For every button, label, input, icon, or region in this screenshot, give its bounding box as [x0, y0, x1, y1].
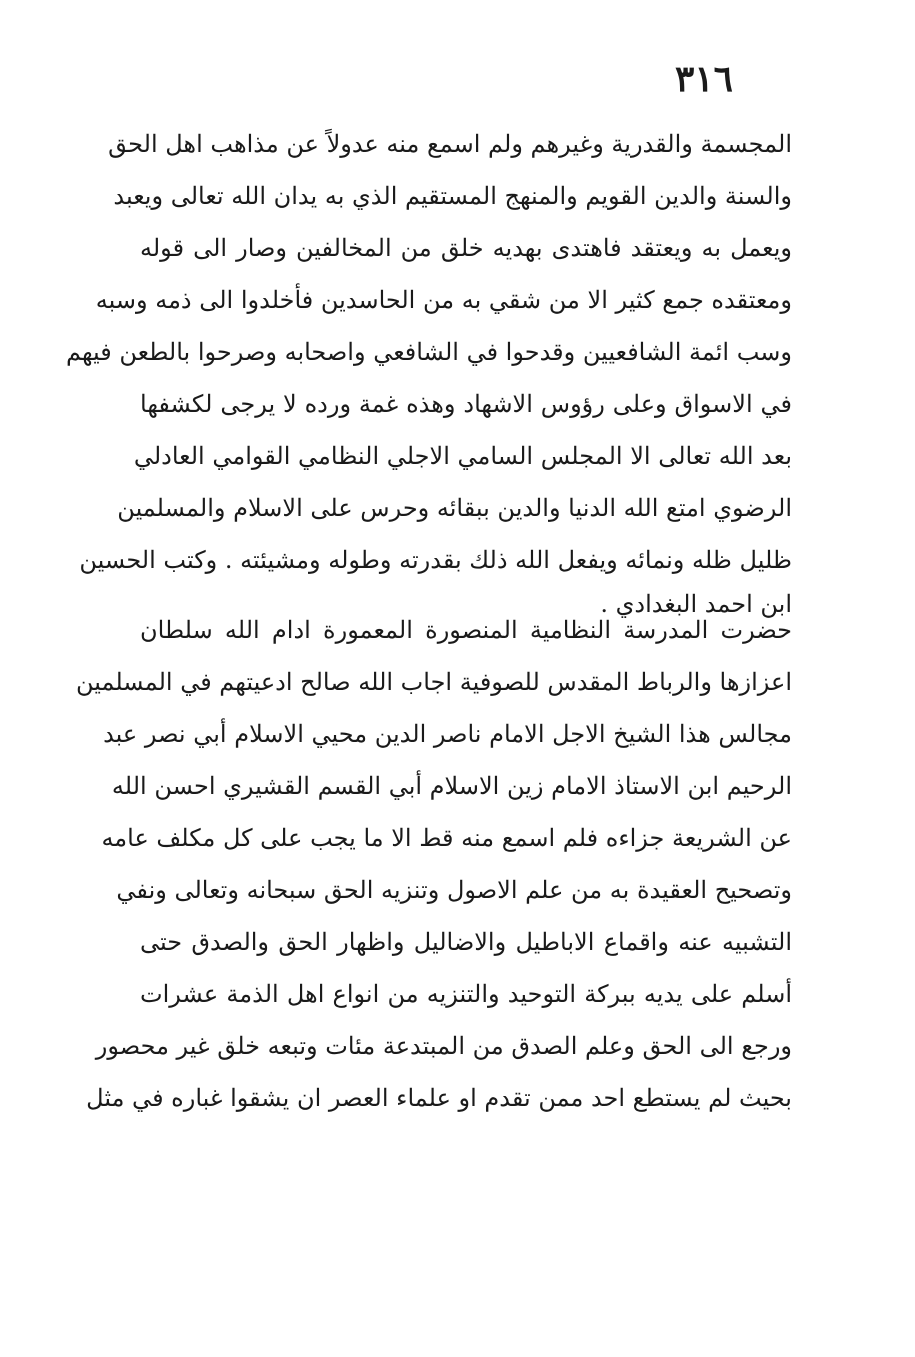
text-line: ومعتقده جمع كثير الا من شقي به من الحاسدين فأخلدوا الى ذمه وسبه [95, 286, 792, 314]
text-line: المجسمة والقدرية وغيرهم ولم اسمع منه عدولاً عن مذاهب اهل الحق [108, 130, 792, 158]
text-line: ظليل ظله ونمائه ويفعل الله ذلك بقدرته وطوله ومشيئته . وكتب الحسين [79, 546, 792, 574]
text-line: وتصحيح العقيدة به من علم الاصول وتنزيه الحق سبحانه وتعالى ونفي [116, 876, 792, 904]
text-line: في الاسواق وعلى رؤوس الاشهاد وهذه غمة ورده لا يرجى لكشفها [140, 390, 792, 418]
text-line: اعزازها والرباط المقدس للصوفية اجاب الله صالح ادعيتهم في المسلمين [75, 668, 792, 696]
text-line: بعد الله تعالى الا المجلس السامي الاجلي النظامي القوامي العادلي [133, 442, 792, 470]
text-line: عن الشريعة جزاءه فلم اسمع منه قط الا ما يجب على كل مكلف عامه [101, 824, 792, 852]
text-line: التشبيه عنه واقماع الاباطيل والاضاليل واظهار الحق والصدق حتى [140, 928, 792, 956]
text-line: والسنة والدين القويم والمنهج المستقيم الذي به يدان الله تعالى ويعبد [113, 182, 792, 210]
text-line: ابن احمد البغدادي . [600, 590, 792, 618]
text-line: وسب ائمة الشافعيين وقدحوا في الشافعي واصحابه وصرحوا بالطعن فيهم [65, 338, 792, 366]
text-line: الرضوي امتع الله الدنيا والدين ببقائه وحرس على الاسلام والمسلمين [117, 494, 792, 522]
text-line: الرحيم ابن الاستاذ الامام زين الاسلام أبي القسم القشيري احسن الله [111, 772, 792, 800]
text-line: مجالس هذا الشيخ الاجل الامام ناصر الدين محيي الاسلام أبي نصر عبد [103, 720, 792, 748]
text-line: بحيث لم يستطع احد ممن تقدم او علماء العصر ان يشقوا غباره في مثل [86, 1084, 792, 1112]
text-line: ويعمل به ويعتقد فاهتدى بهديه خلق من المخالفين وصار الى قوله [140, 234, 793, 262]
text-line: ورجع الى الحق وعلم الصدق من المبتدعة مئات وتبعه خلق غير محصور [95, 1032, 792, 1060]
text-line: أسلم على يديه ببركة التوحيد والتنزيه من انواع اهل الذمة عشرات [140, 980, 792, 1008]
text-line: حضرت المدرسة النظامية المنصورة المعمورة ادام الله سلطان [140, 616, 792, 644]
page-number: ٣١٦ [674, 58, 733, 100]
